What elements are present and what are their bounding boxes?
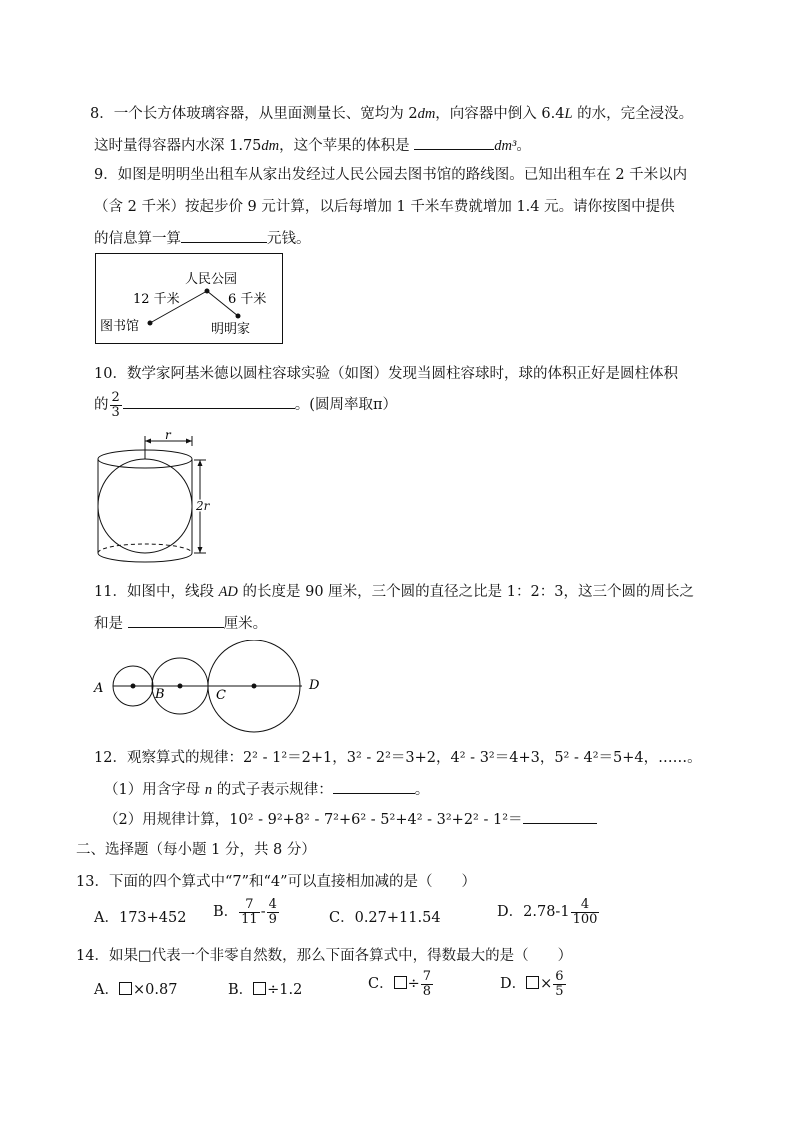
- point-c-label: C: [216, 688, 226, 703]
- q9-text: 元钱。: [267, 231, 311, 247]
- q11-line2: [94, 612, 267, 633]
- fraction-numerator: 4: [571, 898, 600, 913]
- q8-line1: [90, 102, 693, 123]
- route-map-figure: [95, 253, 285, 345]
- q10-answer-blank[interactable]: [123, 407, 295, 409]
- option-d-expression: 2.78-1: [523, 904, 570, 921]
- q12-part2-answer-blank[interactable]: [523, 822, 597, 824]
- q12-part1: [104, 778, 429, 799]
- home-point: [236, 314, 241, 319]
- q8-text: ，向容器中倒入 6.4: [435, 106, 565, 122]
- unit-dm3: dm³: [494, 138, 517, 154]
- q12-text: 的式子表示规律：: [212, 782, 333, 798]
- fraction-denominator: 5: [555, 983, 564, 999]
- q9-line1: 9．如图是明明坐出租车从家出发经过人民公园去图书馆的路线图。已知出租车在 2 千米以内: [94, 167, 688, 183]
- radius-arrow-left: [145, 439, 151, 444]
- height-arrow-top: [198, 460, 203, 466]
- fraction-denominator: 3: [111, 404, 120, 420]
- q11-answer-blank[interactable]: [128, 626, 224, 628]
- option-label: B．: [228, 982, 254, 998]
- minus-sign: -: [260, 904, 266, 921]
- q12-part1-answer-blank[interactable]: [333, 792, 415, 794]
- q10-line1: 10．数学家阿基米德以圆柱容球实验（如图）发现当圆柱容球时，球的体积正好是圆柱体积: [94, 366, 678, 382]
- point-d-label: D: [309, 678, 320, 693]
- q8-text: 这时量得容器内水深 1.75: [94, 138, 262, 154]
- q11-text: 11．如图中，线段: [94, 584, 219, 600]
- medium-circle-center: [178, 684, 183, 689]
- q13-option-c[interactable]: C．0.27+11.54: [329, 910, 441, 926]
- q13-option-b[interactable]: [213, 898, 280, 926]
- three-circles-figure: [90, 640, 330, 735]
- q13-option-d[interactable]: [497, 898, 600, 926]
- library-point: [148, 321, 153, 326]
- q10-text: 的: [94, 397, 109, 414]
- q8-text: 。: [516, 138, 531, 154]
- option-b-expression: ÷1.2: [267, 982, 303, 998]
- q11-text: 的长度是 90 厘米，三个圆的直径之比是 1：2：3，这三个圆的周长之: [237, 584, 694, 600]
- point-b-label: B: [155, 687, 165, 702]
- distance-12km-label: 12 千米: [133, 292, 180, 307]
- fraction-numerator: 7: [239, 898, 260, 913]
- section-heading-choice: 二、选择题（每小题 1 分，共 8 分）: [76, 842, 316, 858]
- q8-text: 的水，完全浸没。: [572, 106, 694, 122]
- q12-part2: [104, 808, 597, 829]
- q9-answer-blank[interactable]: [181, 241, 267, 243]
- divide-sign: ÷: [407, 976, 420, 993]
- option-label: D．: [497, 904, 524, 921]
- q9-line3: [94, 227, 311, 248]
- q12-text: （2）用规律计算，10² - 9²+8² - 7²+6² - 5²+4² - 3²+2² - 1²＝: [104, 812, 523, 828]
- square-placeholder-icon: [394, 976, 407, 989]
- fraction-6-5: [553, 970, 565, 998]
- q11-text: 和是: [94, 616, 128, 632]
- q13-option-a[interactable]: A．173+452: [94, 910, 187, 926]
- option-a-expression: ×0.87: [132, 982, 178, 998]
- fraction-numerator: 4: [268, 897, 277, 912]
- q12-line1: 12．观察算式的规律：2² - 1²＝2+1，3² - 2²＝3+2，4² - 3²＝4+3，5² - 4²＝5+4，……。: [94, 750, 702, 766]
- fraction-denominator: 100: [572, 911, 598, 927]
- park-point: [205, 289, 210, 294]
- square-placeholder-icon: [526, 976, 539, 989]
- unit-l: L: [564, 106, 573, 122]
- fraction-denominator: 9: [268, 911, 277, 927]
- cylinder-sphere-figure: [90, 430, 220, 565]
- option-label: A．: [94, 982, 119, 998]
- fraction-numerator: 7: [422, 969, 432, 984]
- library-label: 图书馆: [100, 319, 140, 334]
- fraction-numerator: 2: [111, 390, 120, 405]
- q14-option-b[interactable]: [228, 978, 302, 999]
- radius-arrow-right: [186, 439, 192, 444]
- q14-option-c[interactable]: [368, 970, 434, 998]
- cylinder-bottom-back: [98, 544, 192, 553]
- fraction-numerator: 6: [555, 969, 564, 984]
- q8-text: ，这个苹果的体积是: [279, 138, 415, 154]
- fraction-4-100: [571, 898, 600, 926]
- q9-text: 的信息算一算: [94, 231, 181, 247]
- q10-text: 。(圆周率取π）: [294, 397, 397, 414]
- square-placeholder-icon: [119, 982, 132, 995]
- segment-ad: AD: [218, 584, 238, 600]
- variable-n: n: [204, 782, 213, 798]
- home-label: 明明家: [211, 322, 251, 337]
- q11-text: 厘米。: [223, 616, 268, 632]
- height-arrow-bottom: [198, 547, 203, 553]
- fraction-denominator: 11: [241, 911, 258, 927]
- q8-line2: [94, 134, 531, 155]
- q9-line2: （含 2 千米）按起步价 9 元计算，以后每增加 1 千米车费就增加 1.4 元。请你按图中提供: [94, 199, 675, 215]
- fraction-7-8: [421, 970, 433, 998]
- q8-text: 8．一个长方体玻璃容器，从里面测量长、宽均为 2: [90, 106, 418, 122]
- option-label: D．: [500, 976, 527, 993]
- option-label: C．: [368, 976, 394, 993]
- two-thirds-fraction: [110, 391, 122, 419]
- fraction-4-9: [267, 898, 279, 926]
- q14-option-a[interactable]: [94, 978, 177, 999]
- q12-text: 。: [414, 782, 430, 798]
- q8-answer-blank[interactable]: [414, 148, 494, 150]
- square-placeholder-icon: [253, 982, 266, 995]
- q14-stem: 14．如果□代表一个非零自然数，那么下面各算式中，得数最大的是（ ）: [76, 948, 573, 964]
- unit-dm: dm: [261, 138, 280, 154]
- large-circle-center: [252, 684, 257, 689]
- small-circle-center: [131, 684, 136, 689]
- q14-option-d[interactable]: [500, 970, 567, 998]
- q11-line1: [94, 580, 694, 601]
- q12-text: （1）用含字母: [104, 782, 205, 798]
- distance-6km-label: 6 千米: [228, 292, 267, 307]
- radius-label: r: [165, 430, 171, 442]
- option-label: B．: [213, 904, 239, 921]
- fraction-denominator: 8: [422, 983, 432, 999]
- unit-dm: dm: [417, 106, 436, 122]
- cylinder-bottom-front: [98, 553, 192, 562]
- fraction-7-11: [239, 898, 260, 926]
- point-a-label: A: [94, 681, 104, 696]
- q13-stem: 13．下面的四个算式中“7”和“4”可以直接相加减的是（ ）: [76, 874, 477, 890]
- q10-line2: [94, 391, 397, 419]
- sphere: [98, 459, 192, 553]
- height-label: 2r: [196, 499, 210, 513]
- multiply-sign: ×: [540, 976, 553, 993]
- park-label: 人民公园: [185, 272, 238, 287]
